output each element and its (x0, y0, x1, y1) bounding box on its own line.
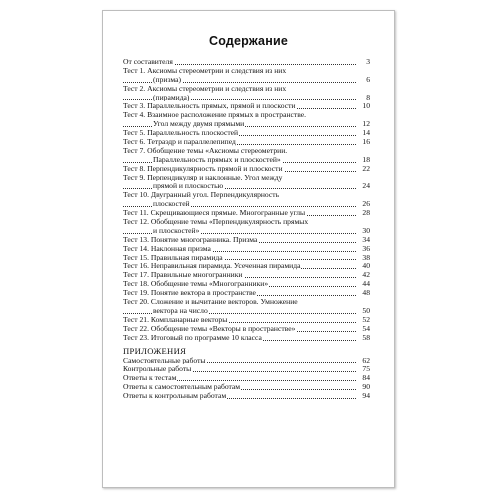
toc-page-number: 34 (362, 234, 370, 244)
toc-entry-text: Тест 10. Двугранный угол. Перпендикулярность (123, 190, 280, 200)
toc-page-number: 84 (362, 373, 370, 383)
toc-entry-text: Ответы к тестам (123, 373, 177, 383)
toc-page-number: 58 (362, 332, 370, 342)
toc-page-number: 14 (362, 128, 370, 138)
toc-entry-text: Тест 17. Правильные многогранники (123, 270, 243, 280)
toc-page-number: 28 (362, 208, 370, 218)
toc-entry-text: Тест 15. Правильная пирамида (123, 252, 223, 262)
toc-page-number: 38 (362, 252, 370, 262)
toc-page-number: 48 (362, 288, 370, 298)
toc-entry-text: и плоскостей» (153, 225, 200, 235)
toc-page-number: 52 (362, 314, 370, 324)
toc-entry-text: (призма) (153, 74, 181, 84)
toc-page-number: 6 (366, 74, 370, 84)
toc-entry-text: Тест 18. Обобщение темы «Многогранники» (123, 279, 269, 289)
toc-page-number: 44 (362, 279, 370, 289)
toc-entry-text: Тест 6. Тетраэдр и параллелепипед (123, 137, 236, 147)
toc-page-number: 54 (362, 323, 370, 333)
toc-entry (123, 334, 370, 343)
toc-entry-text: Параллельность прямых и плоскостей» (153, 154, 281, 164)
toc-entry-text: Угол между двумя прямыми (153, 119, 245, 129)
toc-entry-text: Тест 20. Сложение и вычитание векторов. Умножение (123, 297, 298, 307)
toc-page-number: 62 (362, 355, 370, 365)
toc-page-number: 12 (362, 119, 370, 129)
toc-entry-text: Тест 3. Параллельность прямых, прямой и плоскости (123, 101, 296, 111)
toc-entry-text: Тест 5. Параллельность плоскостей (123, 128, 239, 138)
toc-page-number: 30 (362, 225, 370, 235)
toc-page-number: 40 (362, 261, 370, 271)
toc-entry-text: Тест 12. Обобщение темы «Перпендикулярность прямых (123, 217, 309, 227)
toc-page-number: 10 (362, 101, 370, 111)
toc-page-number: 75 (362, 364, 370, 374)
toc-page-number: 90 (362, 382, 370, 392)
toc-entry-text: Тест 11. Скрещивающиеся прямые. Многогранные углы (123, 208, 306, 218)
toc-entry-text: Тест 13. Понятие многогранника. Призма (123, 234, 258, 244)
toc-entry-text: прямой и плоскостью (153, 181, 224, 191)
toc-entry-text: Тест 23. Итоговый по программе 10 класса (123, 332, 262, 342)
toc-page-number: 22 (362, 163, 370, 173)
toc-main-list (123, 58, 370, 343)
toc-entry-text: Тест 8. Перпендикулярность прямой и плоскости (123, 163, 283, 173)
toc-page-number: 8 (366, 92, 370, 102)
toc-page-number: 3 (366, 57, 370, 66)
toc-entry-text: Ответы к самостоятельным работам (123, 382, 241, 392)
toc-entry-text: вектора на число (153, 305, 208, 315)
toc-entry-text: Тест 4. Взаимное расположение прямых в пространстве. (123, 110, 307, 120)
toc-page-number: 94 (362, 391, 370, 401)
book-page (102, 10, 395, 488)
toc-entry-text: Тест 22. Обобщение темы «Векторы в пространстве» (123, 323, 296, 333)
toc-entry-text: Самостоятельные работы (123, 355, 206, 365)
toc-appendix-list (123, 357, 370, 401)
toc-entry-text: От составителя (123, 57, 173, 66)
toc-entry-text: Тест 7. Обобщение темы «Аксиомы стереометрии. (123, 145, 288, 155)
toc-page-number: 50 (362, 305, 370, 315)
toc-entry-text: Тест 14. Наклонная призма (123, 243, 211, 253)
toc-page-number: 26 (362, 199, 370, 209)
toc-entry-text: плоскостей (153, 199, 190, 209)
table-of-contents (123, 58, 370, 401)
toc-page-number: 42 (362, 270, 370, 280)
toc-entry-text: Тест 9. Перпендикуляр и наклонные. Угол между (123, 172, 283, 182)
toc-page-number: 36 (362, 243, 370, 253)
toc-entry-text: Тест 1. Аксиомы стереометрии и следствия из них (123, 65, 287, 75)
page-title: Содержание (208, 34, 288, 48)
toc-entry-text: Тест 21. Компланарные векторы (123, 314, 228, 324)
toc-entry-text: Тест 2. Аксиомы стереометрии и следствия из них (123, 83, 287, 93)
toc-page-number: 18 (362, 154, 370, 164)
toc-entry-text: (пирамида) (153, 92, 190, 102)
toc-entry-text: Контрольные работы (123, 364, 192, 374)
toc-page-number: 16 (362, 137, 370, 147)
toc-entry-text: Тест 16. Неправильная пирамида. Усеченная пирамида (123, 261, 301, 271)
appendix-heading: ПРИЛОЖЕНИЯ (123, 345, 187, 356)
toc-entry (123, 392, 370, 401)
toc-entry-text: Тест 19. Понятие вектора в пространстве (123, 288, 256, 298)
toc-page-number: 24 (362, 181, 370, 191)
toc-entry-text: Ответы к контрольным работам (123, 391, 227, 401)
